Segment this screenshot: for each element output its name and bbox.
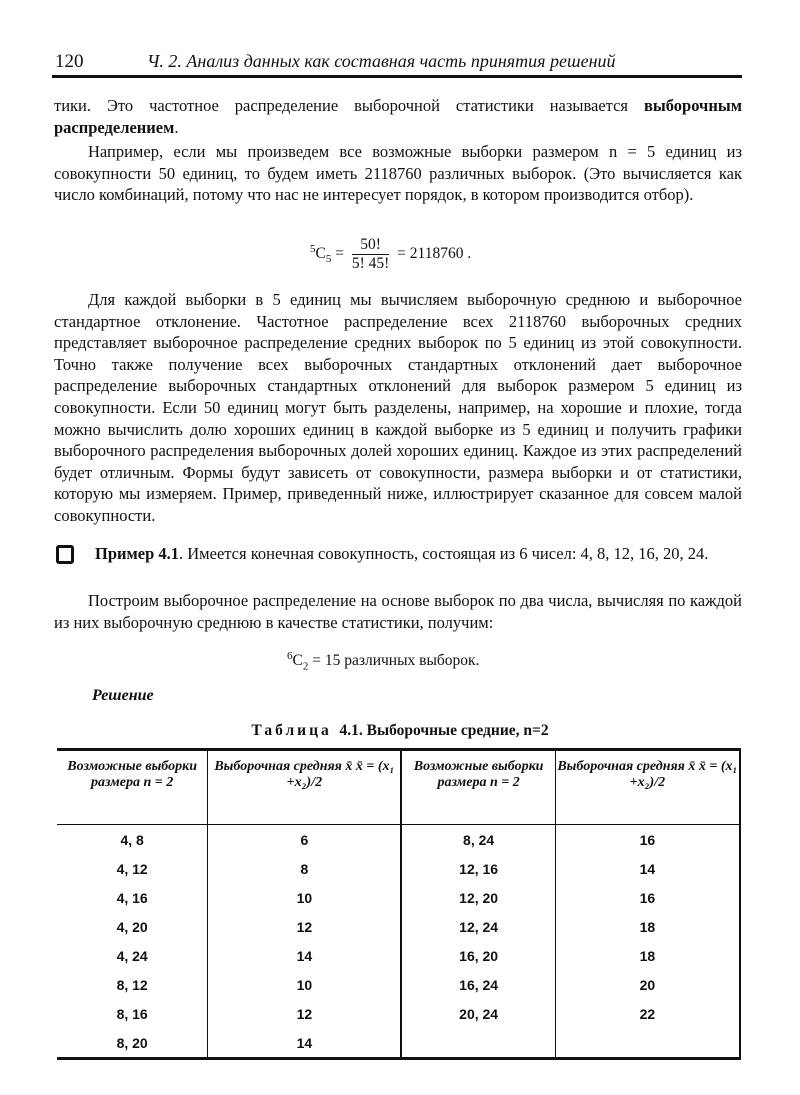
table-row <box>57 941 740 970</box>
cell: 4, 12 <box>116 860 148 877</box>
formula-combinations-2-6 <box>287 650 479 672</box>
example-square-icon <box>56 545 74 564</box>
caption-word: Таблица <box>251 722 332 739</box>
cell: 4, 8 <box>120 831 144 848</box>
cell: 14 <box>208 941 402 970</box>
cell: 10 <box>208 970 402 999</box>
cell: 8, 24 <box>401 825 555 855</box>
header-mean-1: Выборочная средняя x̄ x̄ = (x₁ +x₂)/2 <box>208 750 402 825</box>
cell: 12, 20 <box>401 883 555 912</box>
header-mean-2: Выборочная средняя x̄ x̄ = (x₁ +x₂)/2 <box>555 750 740 825</box>
cell: 18 <box>555 941 740 970</box>
cell: 22 <box>555 999 740 1028</box>
p3-text: Для каждой выборки в 5 единиц мы вычисляем выборочную среднюю и выборочное стандартное отклонение. Частотное распределение всех 2118760 выборочных средних представляет выборочное распределение средних выборок по 5 единиц из этой совокупности. Точно также получение всех выборочных стандартных отклонений дает выборочное распределение выборочных стандартных отклонений для выборок размером 5 единиц из совокупности. Если 50 единиц могут быть разделены, например, на хорошие и плохие, тогда можно вычислить долю хороших единиц в каждой выборке из 5 единиц и получить графики выборочного распределения выборочных долей хороших единиц. Каждое из этих распределений будет отличным. Формы будут зависеть от совокупности, размера выборки и от статистики, которую мы измеряем. Пример, приведенный ниже, иллюстрирует сказанное для совсем малой совокупности. <box>54 290 742 525</box>
cell: 10 <box>208 883 402 912</box>
sample-means-table <box>57 748 741 1060</box>
cell: 16 <box>555 883 740 912</box>
f2-symbol: C <box>292 652 303 670</box>
cell: 4, 24 <box>116 947 148 964</box>
cell: 8, 12 <box>116 976 148 993</box>
paragraph-4 <box>54 590 742 633</box>
cell <box>401 1028 555 1059</box>
cell: 20 <box>555 970 740 999</box>
f2-sup: 6 <box>287 650 293 662</box>
table-row <box>57 1028 740 1059</box>
cell: 12 <box>208 999 402 1028</box>
table-row <box>57 854 740 883</box>
table-row <box>57 883 740 912</box>
cell: 18 <box>555 912 740 941</box>
cell: 12 <box>208 912 402 941</box>
header-samples-2: Возможные выборки размера n = 2 <box>401 750 555 825</box>
f1-sup: 5 <box>310 242 316 255</box>
table-row <box>57 912 740 941</box>
header-samples-1: Возможные выборки размера n = 2 <box>57 750 208 825</box>
cell: 6 <box>208 825 402 855</box>
cell: 14 <box>555 854 740 883</box>
example-4-1 <box>95 543 743 565</box>
p1-end: . <box>174 117 179 137</box>
cell: 4, 20 <box>116 918 148 935</box>
cell: 16, 24 <box>401 970 555 999</box>
formula-combinations-5-50: $^5C_5$ = $\frac{50!}{5! 45!}$ = 2118760 . <box>310 236 472 272</box>
cell: 14 <box>208 1028 402 1059</box>
example-text: . Имеется конечная совокупность, состоящая из 6 чисел: 4, 8, 12, 16, 20, 24. <box>179 544 709 563</box>
f1-result: = 2118760 . <box>397 245 472 263</box>
term-sampling-distribution: выборочным распределением <box>54 96 742 137</box>
table-header-row <box>57 750 740 825</box>
cell: 16 <box>555 825 740 855</box>
cell <box>555 1028 740 1059</box>
cell: 8, 20 <box>57 1028 208 1059</box>
solution-label: Решение <box>92 687 154 704</box>
f1-denominator: 5! 45! <box>351 255 390 272</box>
p2-text: Например, если мы произведем все возможные выборки размером n = 5 единиц из совокупности 50 единиц, то будем иметь 2118760 различных выборок. (Это вычисляется как число комбинаций, потому что нас не интересует порядок, в котором производится отбор). <box>54 142 742 205</box>
f2-rest: = 15 различных выборок. <box>308 652 480 670</box>
running-title: Ч. 2. Анализ данных как составная часть принятия решений <box>147 51 616 71</box>
header-rule <box>52 75 742 78</box>
p1-text: тики. Это частотное распределение выборочной статистики называется <box>54 96 644 115</box>
caption-rest: 4.1. Выборочные средние, n=2 <box>339 722 549 739</box>
page-number: 120 <box>55 51 84 72</box>
cell: 12, 16 <box>401 854 555 883</box>
paragraph-1 <box>54 95 742 138</box>
example-label: Пример 4.1 <box>95 544 180 563</box>
f1-numerator: 50! <box>352 236 389 255</box>
p4-text: Построим выборочное распределение на основе выборок по два числа, вычисляя по каждой из них выборочную среднюю в качестве статистики, получим: <box>54 591 742 632</box>
cell: 16, 20 <box>401 941 555 970</box>
f1-sub: 5 <box>325 253 332 266</box>
cell: 12, 24 <box>401 912 555 941</box>
cell: 8, 16 <box>116 1005 148 1022</box>
table-caption <box>0 722 800 740</box>
cell: 8 <box>208 854 402 883</box>
cell: 4, 16 <box>116 889 148 906</box>
table-row <box>57 999 740 1028</box>
cell: 20, 24 <box>401 999 555 1028</box>
f1-symbol: C <box>315 245 326 263</box>
fraction <box>352 236 389 273</box>
table-row <box>57 970 740 999</box>
f2-sub: 2 <box>302 660 309 673</box>
table-row <box>57 825 740 855</box>
paragraph-3 <box>54 289 742 527</box>
paragraph-2 <box>54 141 742 206</box>
